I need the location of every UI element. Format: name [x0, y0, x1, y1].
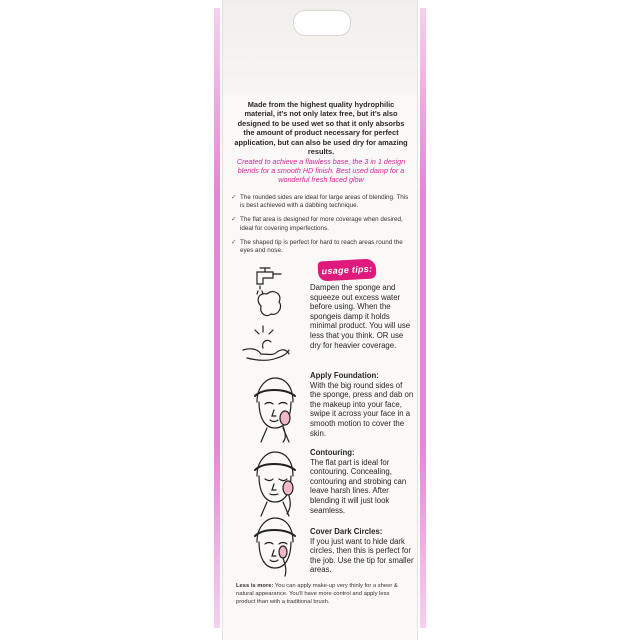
intro-text: Made from the highest quality hydrophilic material, it’s not only latex free, but it’s also designed to be used wet so that it only absorbs the amount of product necessary for perfect application, but can also be used dry for amazing results.	[234, 100, 408, 157]
package-card	[222, 0, 418, 640]
left-edge-stripe	[214, 8, 220, 628]
step-text: With the big round sides of the sponge, press and dab on the makeup into your face, swipe it across your face in a smooth motion to cover the skin.	[310, 380, 414, 438]
footer-note	[236, 582, 408, 606]
step-heading: Apply Foundation:	[310, 371, 379, 380]
right-edge-stripe	[420, 8, 426, 628]
list-item	[231, 216, 413, 232]
face-dark-circles-icon	[243, 514, 305, 584]
footer-label: Less is more:	[236, 583, 274, 589]
list-item	[231, 239, 413, 255]
bullet-text: The rounded sides are ideal for large areas of blending. This is best achieved with a dabbing technique.	[240, 194, 409, 210]
step-heading: Cover Dark Circles:	[310, 527, 383, 536]
hang-hole	[293, 10, 351, 36]
check-icon: ✓	[231, 238, 237, 246]
bullet-text: The flat area is designed for more coverage when desired, ideal for covering imperfections.	[240, 216, 403, 232]
step-text: Dampen the sponge and squeeze out excess water before using. When the spongeis damp it holds minimal product. You will use less that you think. OR use dry for heavier coverage.	[310, 283, 411, 350]
step-text: If you just want to hide dark circles, then this is perfect for the job. Use the tip for smaller areas.	[310, 536, 414, 575]
check-icon: ✓	[231, 216, 237, 224]
list-item	[231, 194, 413, 210]
bullet-text: The shaped tip is perfect for hard to reach areas round the eyes and nose.	[240, 238, 403, 255]
step-heading: Contouring:	[310, 448, 355, 457]
check-icon: ✓	[231, 194, 237, 201]
step-dampen	[310, 283, 414, 350]
step-text: The flat part is ideal for contouring. Concealing, contouring and strobing can leave harsh lines. After blending it will just look seamless.	[310, 457, 407, 515]
tagline: Created to achieve a flawless base, the 3 in 1 design blends for a smooth HD finish. Best used damp for a wonderful fresh faced glow	[236, 157, 406, 185]
step-apply-foundation	[310, 371, 414, 438]
step-contouring	[310, 448, 414, 515]
face-contouring-icon	[243, 446, 305, 520]
face-apply-foundation-icon	[243, 372, 305, 446]
squeeze-hands-icon	[237, 318, 299, 366]
usage-tips-badge: usage tips:	[318, 258, 377, 281]
faucet-icon	[243, 262, 303, 322]
footer-text: You can apply make-up very thinly for a sheer & natural appearance. You’ll have more control and apply less product than with a traditional brush.	[236, 583, 398, 605]
feature-list	[231, 194, 413, 261]
step-cover-dark-circles	[310, 527, 414, 575]
